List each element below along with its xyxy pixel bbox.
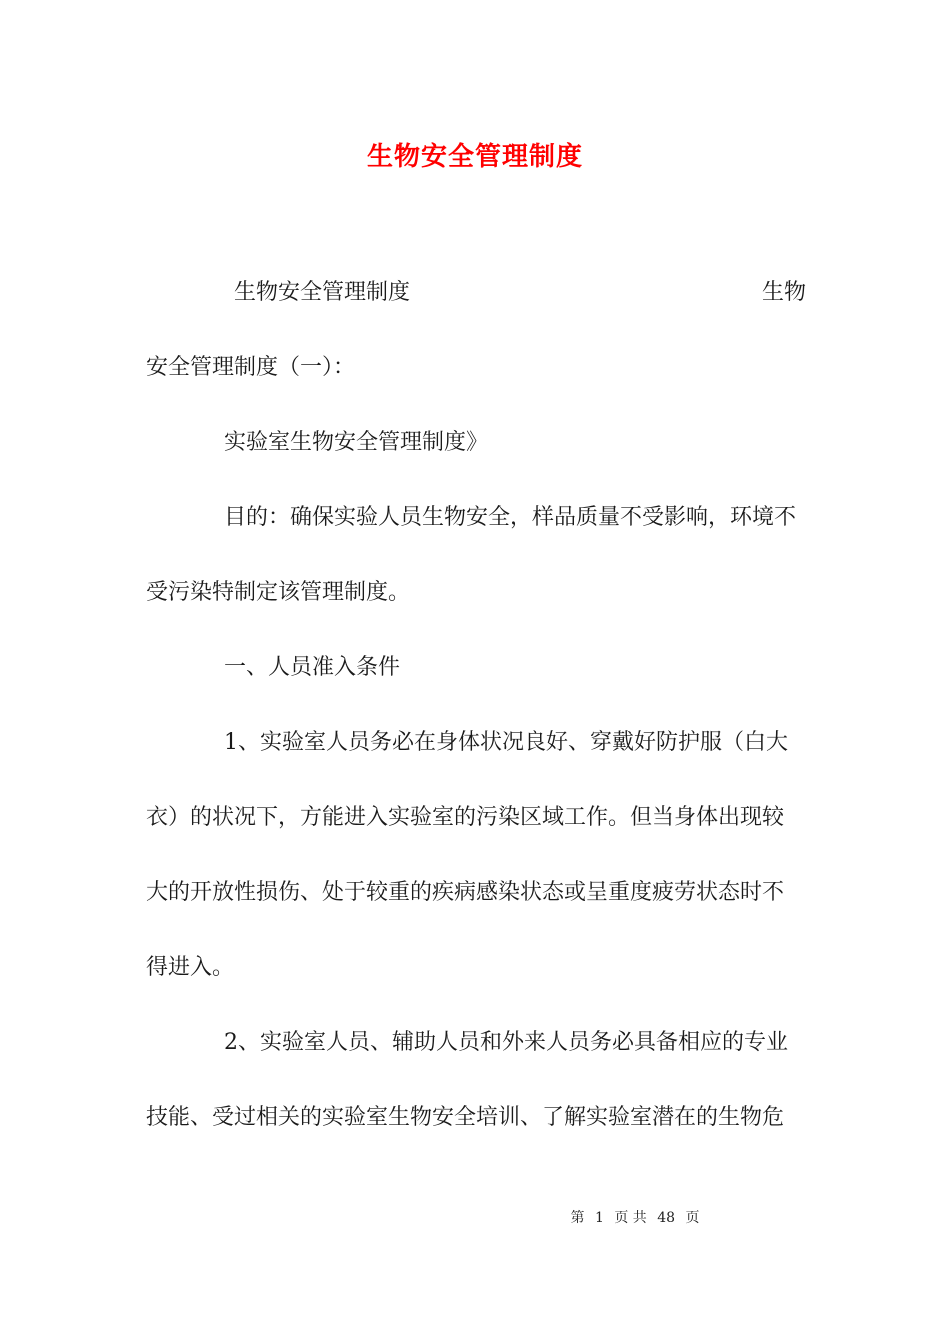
footer-mid: 页 共 [614, 1210, 647, 1226]
body-line-1 [146, 278, 806, 308]
page-title: 生物安全管理制度 [366, 142, 583, 172]
section-heading: 一、人员准入条件 [224, 655, 401, 680]
body-line-1-right: 生物 [761, 280, 806, 305]
footer-page-total: 48 [657, 1210, 676, 1226]
body-line-12: 技能、受过相关的实验室生物安全培训、了解实验室潜在的生物危 [146, 1105, 785, 1130]
footer-page-number: 1 [594, 1210, 604, 1226]
body-line-5: 受污染特制定该管理制度。 [146, 580, 411, 605]
page-footer [0, 1207, 950, 1227]
footer-suffix: 页 [685, 1210, 700, 1226]
body-line-10: 得进入。 [146, 955, 235, 980]
body-line-8: 衣）的状况下，方能进入实验室的污染区域工作。但当身体出现较 [146, 805, 785, 830]
body-line-7: 1、实验室人员务必在身体状况良好、穿戴好防护服（白大 [224, 730, 788, 755]
footer-prefix: 第 [570, 1210, 585, 1226]
body-line-4: 目的：确保实验人员生物安全，样品质量不受影响，环境不 [224, 505, 797, 530]
body-line-11: 2、实验室人员、辅助人员和外来人员务必具备相应的专业 [224, 1030, 788, 1055]
body-line-3: 实验室生物安全管理制度》 [224, 430, 489, 455]
body-line-9: 大的开放性损伤、处于较重的疾病感染状态或呈重度疲劳状态时不 [146, 880, 785, 905]
body-line-2: 安全管理制度（一）： [146, 355, 356, 380]
body-line-1-left: 生物安全管理制度 [234, 280, 411, 305]
